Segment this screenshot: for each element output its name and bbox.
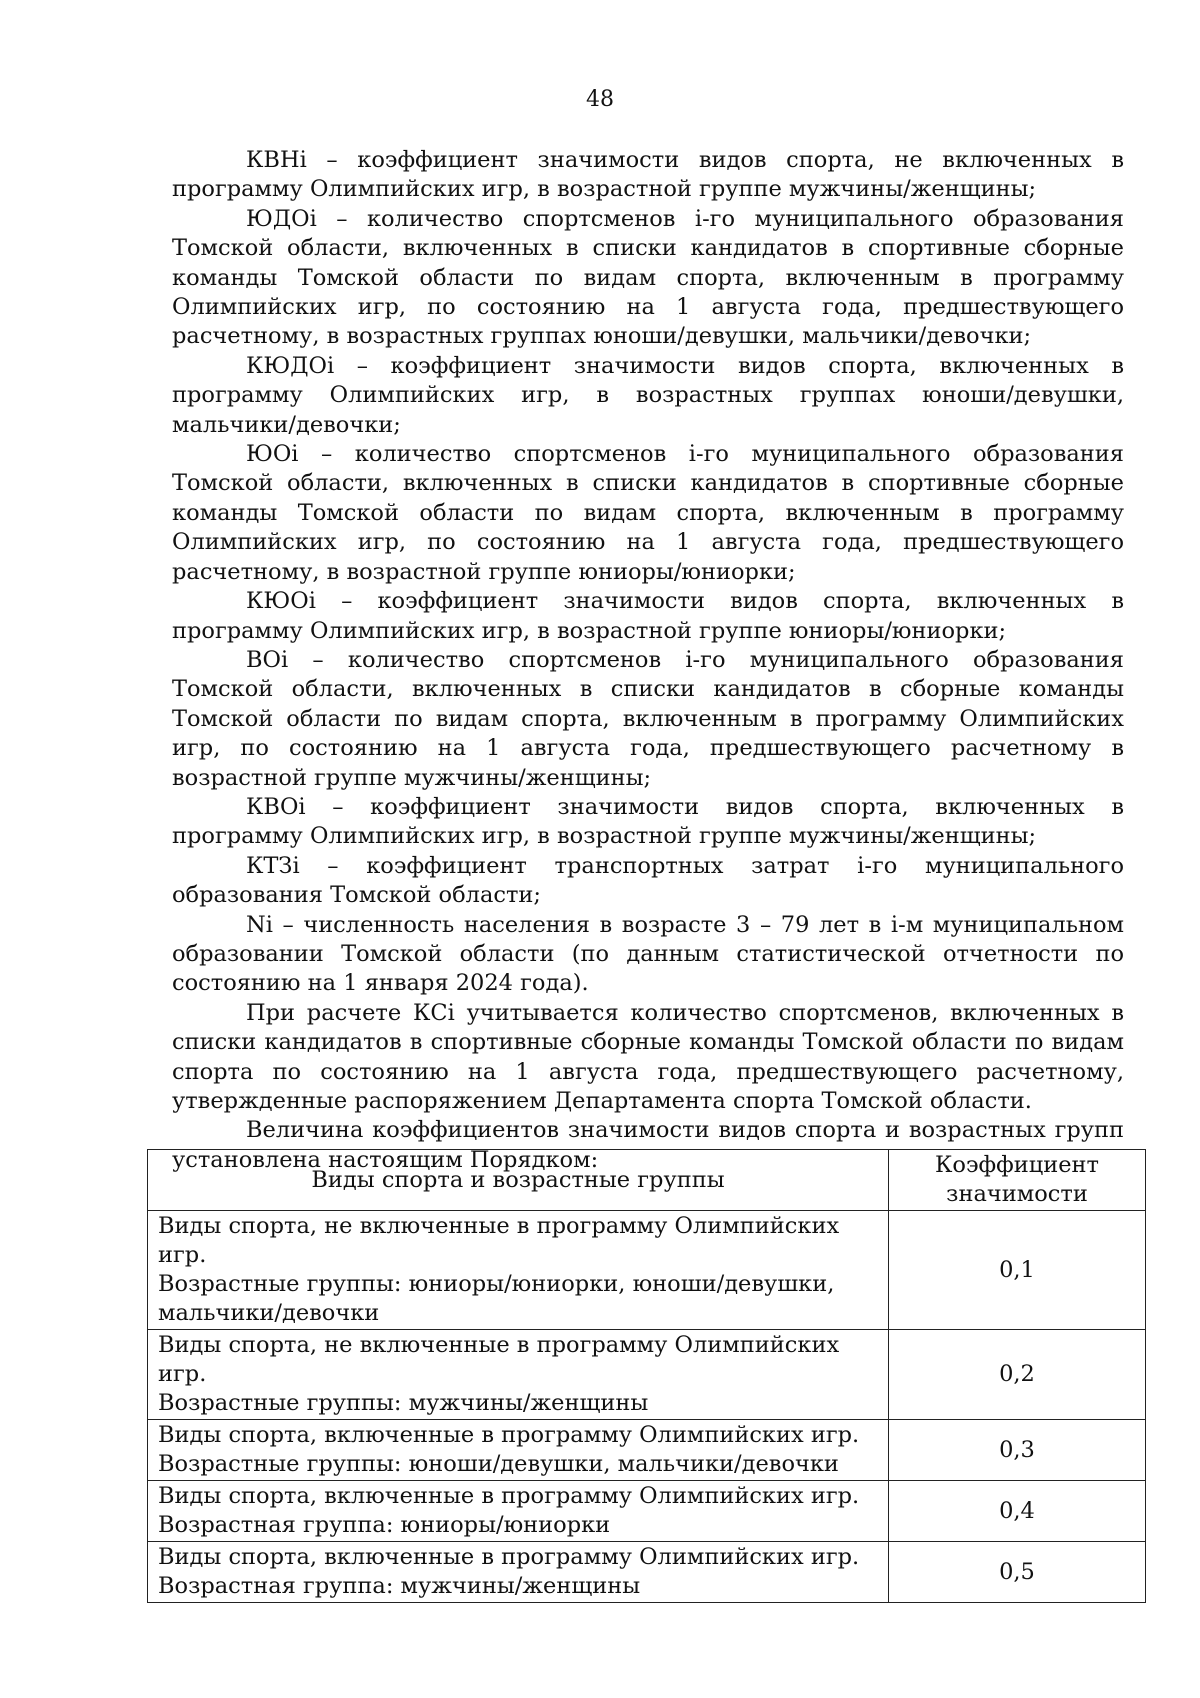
row-coefficient-value: 0,2 (889, 1330, 1146, 1420)
table-header-row (148, 1150, 1146, 1211)
row-line: Виды спорта, не включенные в программу Олимпийских игр. (158, 1332, 840, 1387)
row-line: Возрастные группы: юноши/девушки, мальчики/девочки (158, 1451, 839, 1477)
row-line: Возрастная группа: юниоры/юниорки (158, 1512, 611, 1538)
document-body (172, 146, 1124, 1175)
paragraph-kvn-definition: КВНi – коэффициент значимости видов спорта, не включенных в программу Олимпийских игр, в возрастной группе мужчины/женщины; (172, 147, 1124, 203)
paragraph-table-intro: Величина коэффициентов значимости видов спорта и возрастных групп установлена настоящим Порядком: (172, 1117, 1124, 1173)
row-sport-type-cell (148, 1420, 889, 1481)
paragraph-kvo-definition: КВОi – коэффициент значимости видов спорта, включенных в программу Олимпийских игр, в возрастной группе мужчины/женщины; (172, 793, 1124, 850)
paragraph-kyuo-definition: КЮОi – коэффициент значимости видов спорта, включенных в программу Олимпийских игр, в возрастной группе юниоры/юниорки; (172, 588, 1124, 644)
row-coefficient-value: 0,1 (889, 1211, 1146, 1330)
paragraph-ktz-definition: КТЗi – коэффициент транспортных затрат i-го муниципального образования Томской области; (172, 852, 1124, 909)
row-line: Виды спорта, включенные в программу Олимпийских игр. (158, 1483, 860, 1509)
paragraph-yudo-definition: ЮДОi – количество спортсменов i-го муниципального образования Томской области, включенных в списки кандидатов в спортивные сборные команды Томской области по видам спорта, включенным в программу Олимпийских игр, по состоянию на 1 августа года, предшествующего расчетному, в возрастных группах юноши/девушки, мальчики/девочки; (172, 205, 1124, 350)
paragraph-ks-calculation: При расчете КСi учитывается количество спортсменов, включенных в списки кандидатов в спортивные сборные команды Томской области по видам спорта по состоянию на 1 августа года, предшествующего расчетному, утвержденные распоряжением Департамента спорта Томской области. (172, 999, 1124, 1114)
row-line: Виды спорта, не включенные в программу Олимпийских игр. (158, 1213, 840, 1268)
row-line: Возрастные группы: мужчины/женщины (158, 1390, 649, 1416)
row-coefficient-value: 0,3 (889, 1420, 1146, 1481)
row-line: Возрастная группа: мужчины/женщины (158, 1573, 641, 1599)
row-sport-type-cell (148, 1481, 889, 1542)
row-line: мальчики/девочки (158, 1300, 380, 1326)
row-sport-type-cell (148, 1211, 889, 1330)
paragraph-n-definition: Ni – численность населения в возрасте 3 – 79 лет в i-м муниципальном образовании Томской области (по данным статистической отчетности по состоянию на 1 января 2024 года). (172, 911, 1124, 997)
coefficient-table (147, 1149, 1146, 1603)
table-row (148, 1481, 1146, 1542)
row-sport-type-cell (148, 1330, 889, 1420)
header-coefficient: Коэффициент значимости (889, 1150, 1146, 1211)
header-sport-types: Виды спорта и возрастные группы (148, 1150, 889, 1211)
paragraph-yuo-definition: ЮОi – количество спортсменов i-го муниципального образования Томской области, включенных в списки кандидатов в спортивные сборные команды Томской области по видам спорта, включенным в программу Олимпийских игр, по состоянию на 1 августа года, предшествующего расчетному, в возрастной группе юниоры/юниорки; (172, 441, 1124, 585)
paragraph-vo-definition: ВОi – количество спортсменов i-го муниципального образования Томской области, включенных в списки кандидатов в сборные команды Томской области по видам спорта, включенным в программу Олимпийских игр, по состоянию на 1 августа года, предшествующего расчетному в возрастной группе мужчины/женщины; (172, 646, 1124, 791)
table-row (148, 1330, 1146, 1420)
row-coefficient-value: 0,5 (889, 1542, 1146, 1603)
paragraph-kyudo-definition: КЮДОi – коэффициент значимости видов спорта, включенных в программу Олимпийских игр, в возрастных группах юноши/девушки, мальчики/девочки; (172, 352, 1124, 438)
row-line: Возрастные группы: юниоры/юниорки, юноши/девушки, (158, 1271, 835, 1297)
table-row (148, 1542, 1146, 1603)
row-line: Виды спорта, включенные в программу Олимпийских игр. (158, 1422, 860, 1448)
table-row (148, 1420, 1146, 1481)
row-coefficient-value: 0,4 (889, 1481, 1146, 1542)
page-number: 48 (586, 87, 614, 112)
row-sport-type-cell (148, 1542, 889, 1603)
row-line: Виды спорта, включенные в программу Олимпийских игр. (158, 1544, 860, 1570)
table-row (148, 1211, 1146, 1330)
